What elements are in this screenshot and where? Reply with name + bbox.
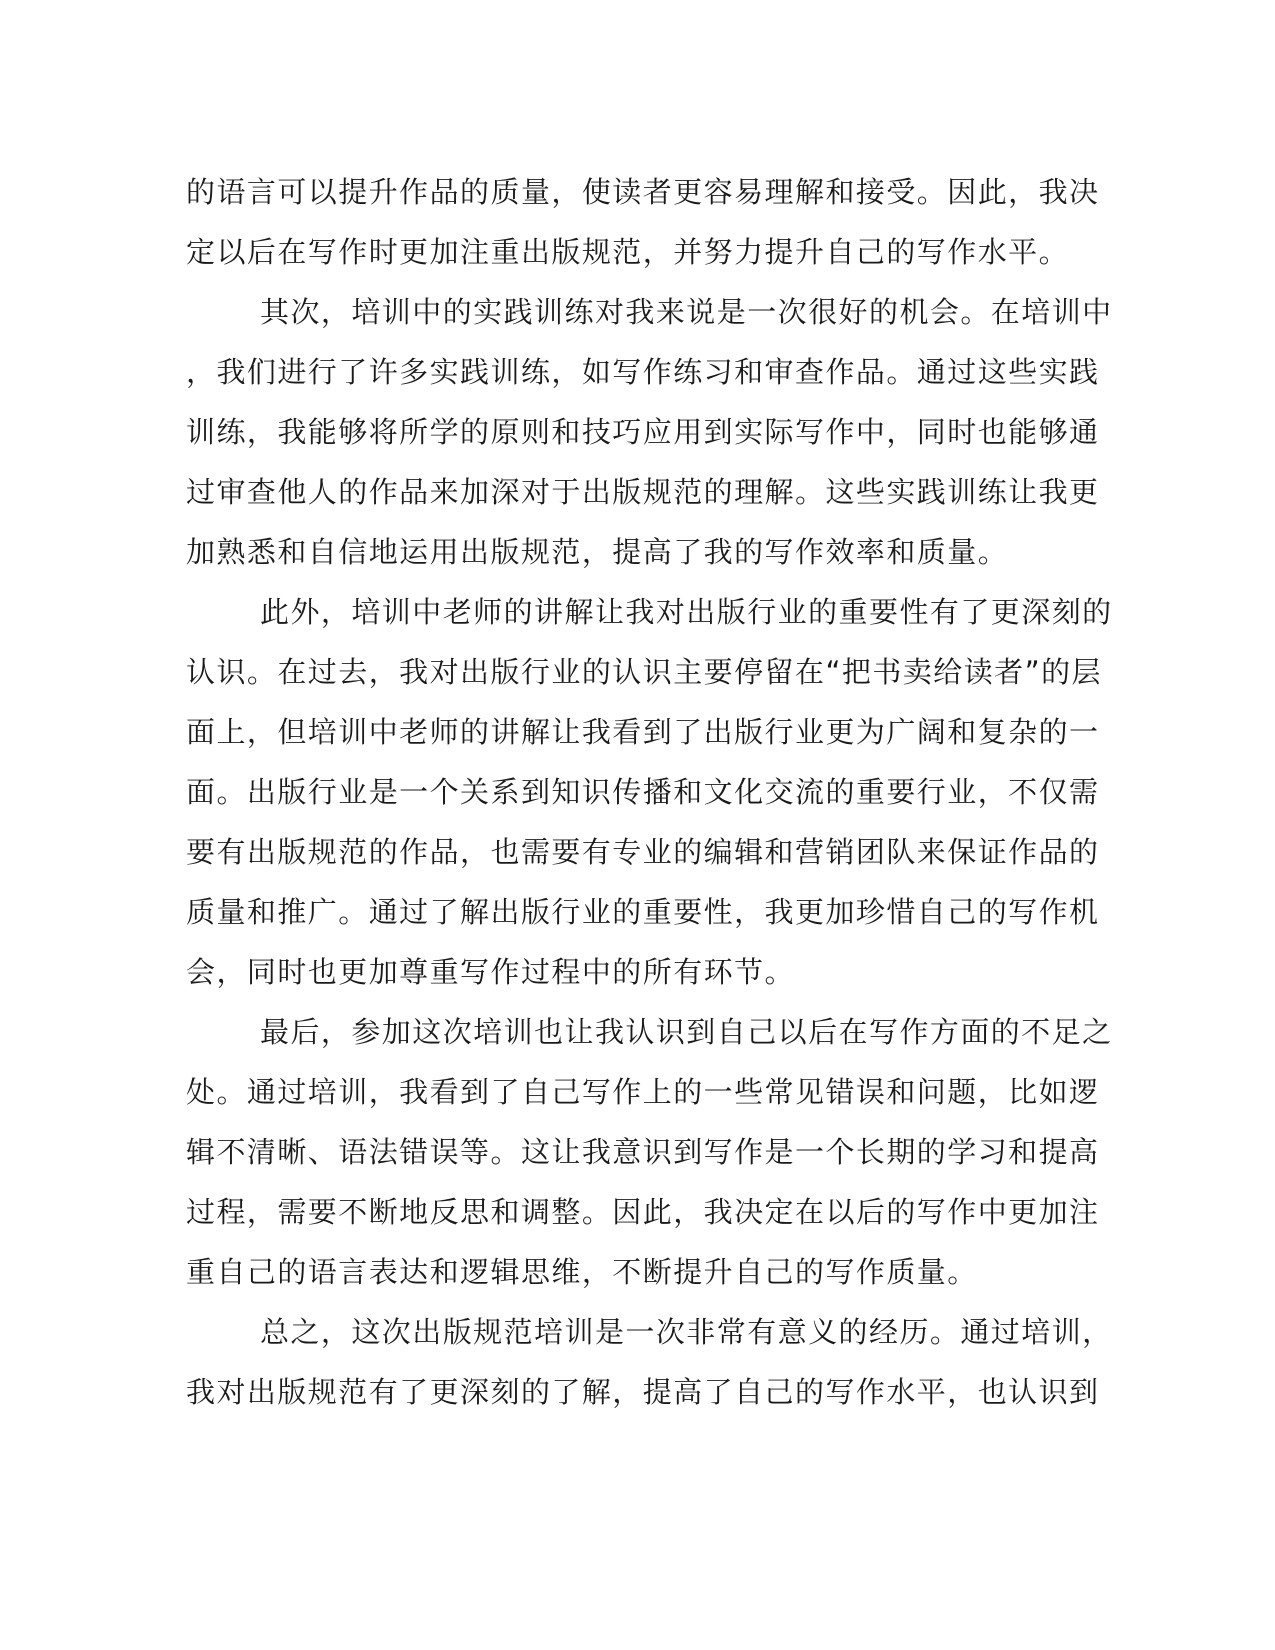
body-text	[186, 162, 1113, 1422]
text-line: 的语言可以提升作品的质量，使读者更容易理解和接受。因此，我决	[186, 175, 1100, 209]
paragraph-start-line: 此外，培训中老师的讲解让我对出版行业的重要性有了更深刻的	[260, 595, 1113, 629]
text-line: ，我们进行了许多实践训练，如写作练习和审查作品。通过这些实践	[186, 355, 1100, 389]
paragraph-start-line: 最后，参加这次培训也让我认识到自己以后在写作方面的不足之	[260, 1015, 1113, 1049]
text-line: 会，同时也更加尊重写作过程中的所有环节。	[186, 955, 796, 989]
text-line: 辑不清晰、语法错误等。这让我意识到写作是一个长期的学习和提高	[186, 1135, 1100, 1169]
text-line: 处。通过培训，我看到了自己写作上的一些常见错误和问题，比如逻	[186, 1075, 1100, 1109]
paragraph-start-line: 其次，培训中的实践训练对我来说是一次很好的机会。在培训中	[260, 295, 1113, 329]
text-line: 我对出版规范有了更深刻的了解，提高了自己的写作水平，也认识到	[186, 1375, 1100, 1409]
text-line: 重自己的语言表达和逻辑思维，不断提升自己的写作质量。	[186, 1255, 978, 1289]
text-line: 过程，需要不断地反思和调整。因此，我决定在以后的写作中更加注	[186, 1195, 1100, 1229]
text-line: 面上，但培训中老师的讲解让我看到了出版行业更为广阔和复杂的一	[186, 715, 1100, 749]
text-line: 质量和推广。通过了解出版行业的重要性，我更加珍惜自己的写作机	[186, 895, 1100, 929]
text-line: 要有出版规范的作品，也需要有专业的编辑和营销团队来保证作品的	[186, 835, 1100, 869]
text-line: 认识。在过去，我对出版行业的认识主要停留在“把书卖给读者”的层	[186, 655, 1102, 689]
text-line: 加熟悉和自信地运用出版规范，提高了我的写作效率和质量。	[186, 535, 1009, 569]
text-line: 训练，我能够将所学的原则和技巧应用到实际写作中，同时也能够通	[186, 415, 1100, 449]
text-line: 定以后在写作时更加注重出版规范，并努力提升自己的写作水平。	[186, 235, 1070, 269]
paragraph-start-line: 总之，这次出版规范培训是一次非常有意义的经历。通过培训，	[260, 1315, 1113, 1349]
text-line: 过审查他人的作品来加深对于出版规范的理解。这些实践训练让我更	[186, 475, 1100, 509]
text-line: 面。出版行业是一个关系到知识传播和文化交流的重要行业，不仅需	[186, 775, 1100, 809]
